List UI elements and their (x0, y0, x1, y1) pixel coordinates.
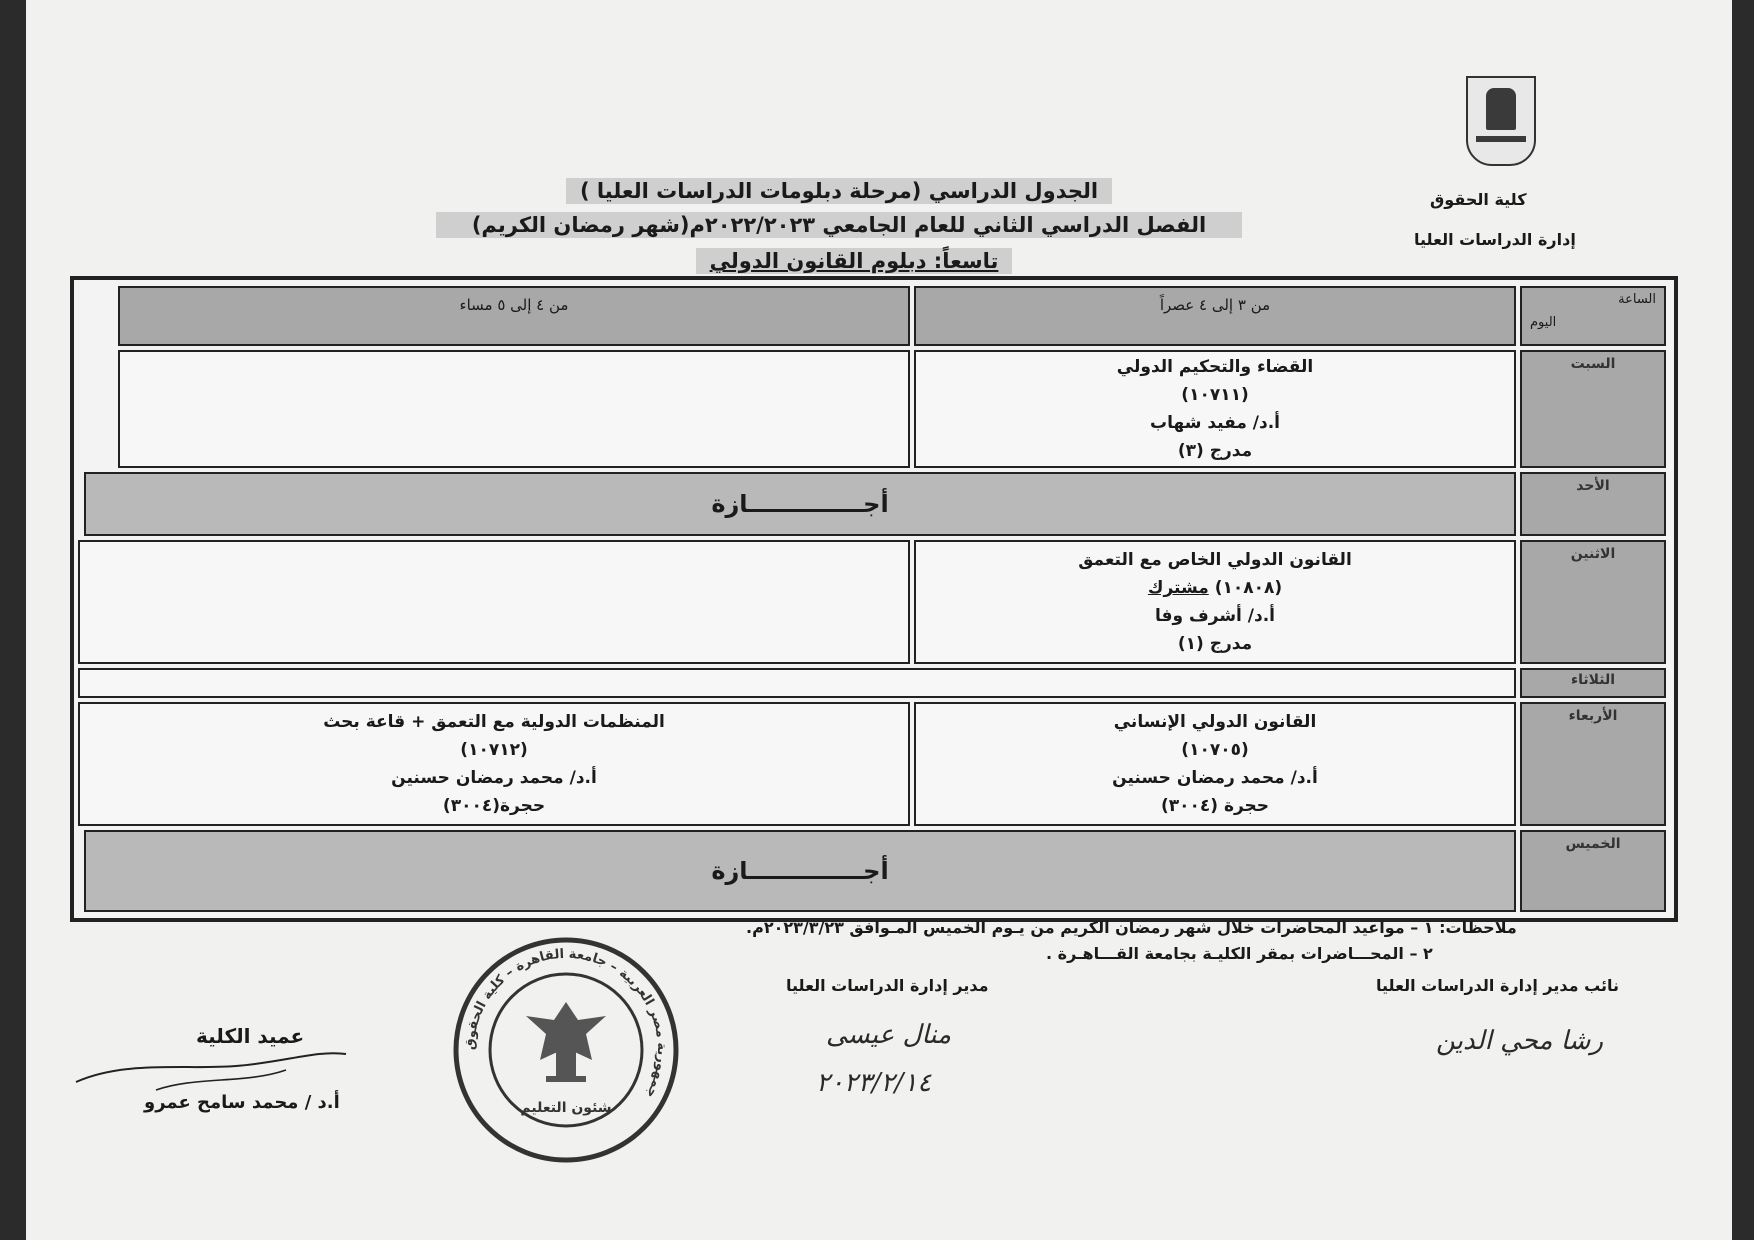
saturday-slot2 (118, 350, 910, 468)
wednesday-slot2 (78, 702, 910, 826)
faculty-name: كلية الحقوق (1430, 190, 1527, 209)
stamp-ring-text: جمهورية مصر العربية – جامعة القاهرة – كلية الحقوق (462, 946, 670, 1101)
course-title: القانون الدولي الخاص مع التعمق (1078, 550, 1352, 570)
course-code: (١٠٨٠٨) (1214, 578, 1283, 598)
dean-signature-scribble (66, 1040, 356, 1100)
official-stamp (446, 930, 686, 1170)
course-title: القضاء والتحكيم الدولي (1116, 357, 1314, 377)
shared-label: مشترك (1147, 578, 1209, 598)
slot1-header: من ٣ إلى ٤ عصراً (914, 286, 1516, 346)
eagle-emblem-icon (526, 1002, 606, 1082)
department-name: إدارة الدراسات العليا (1414, 230, 1576, 249)
day-tuesday: الثلاثاء (1520, 668, 1666, 698)
document-page (26, 0, 1732, 1240)
sunday-holiday: أجــــــــــــــازة (84, 472, 1516, 536)
day-monday: الاثنين (1520, 540, 1666, 664)
wednesday-slot1 (914, 702, 1516, 826)
director-signature: منال عيسى (826, 1020, 952, 1050)
director-date: ٢٠٢٣/٢/١٤ (816, 1068, 932, 1098)
note-1: ملاحظات: ١ – مواعيد المحاضرات خلال شهر رمضان الكريم من يـوم الخميس المـوافق ٢٠٢٣/٣/٢٣م. (746, 918, 1517, 937)
dean-name: أ.د / محمد سامح عمرو (144, 1092, 340, 1113)
day-sunday: الأحد (1520, 472, 1666, 536)
tuesday-row (78, 668, 1516, 698)
course-room: حجرة (٣٠٠٤) (1160, 796, 1270, 816)
monday-slot1 (914, 540, 1516, 664)
course-room: مدرج (٣) (1177, 441, 1253, 461)
deputy-signature: رشا محي الدين (1436, 1026, 1603, 1056)
director-title: مدير إدارة الدراسات العليا (786, 976, 989, 995)
dean-title: عميد الكلية (196, 1024, 305, 1048)
note-2: ٢ – المحـــاضرات بمقر الكليـة بجامعة القـــاهـرة . (1046, 944, 1433, 963)
course-room: حجرة(٣٠٠٤) (442, 796, 546, 816)
title-line-3: تاسعاً: دبلوم القانون الدولي (696, 248, 1012, 274)
course-professor: أ.د/ مفيد شهاب (1150, 413, 1280, 433)
course-code: (١٠٧٠٥) (1181, 740, 1249, 760)
title-line-1: الجدول الدراسي (مرحلة دبلومات الدراسات العليا ) (566, 178, 1112, 204)
course-professor: أ.د/ محمد رمضان حسنين (1112, 768, 1318, 788)
monday-slot2 (78, 540, 910, 664)
stamp-bottom-text: شئون التعليم (520, 1100, 612, 1116)
corner-cell (1520, 286, 1666, 346)
course-room: مدرج (١) (1177, 634, 1253, 654)
course-title: المنظمات الدولية مع التعمق + قاعة بحث (323, 712, 665, 732)
course-code: (١٠٧١١) (1181, 385, 1249, 405)
day-thursday: الخميس (1520, 830, 1666, 912)
course-code-line (1148, 574, 1282, 602)
course-code: (١٠٧١٢) (460, 740, 528, 760)
corner-day-label: اليوم (1530, 315, 1557, 330)
university-logo-icon (1466, 76, 1536, 166)
schedule-table (70, 276, 1678, 922)
day-wednesday: الأربعاء (1520, 702, 1666, 826)
saturday-slot1 (914, 350, 1516, 468)
thursday-holiday: أجــــــــــــــازة (84, 830, 1516, 912)
course-title: القانون الدولي الإنساني (1113, 712, 1317, 732)
deputy-title: نائب مدير إدارة الدراسات العليا (1376, 976, 1620, 995)
corner-hour-label: الساعة (1618, 292, 1656, 307)
day-saturday: السبت (1520, 350, 1666, 468)
course-professor: أ.د/ محمد رمضان حسنين (391, 768, 597, 788)
title-line-2: الفصل الدراسي الثاني للعام الجامعي ٢٠٢٢/٢٠٢٣م(شهر رمضان الكريم) (436, 212, 1242, 238)
course-professor: أ.د/ أشرف وفا (1155, 606, 1276, 626)
slot2-header: من ٤ إلى ٥ مساء (118, 286, 910, 346)
